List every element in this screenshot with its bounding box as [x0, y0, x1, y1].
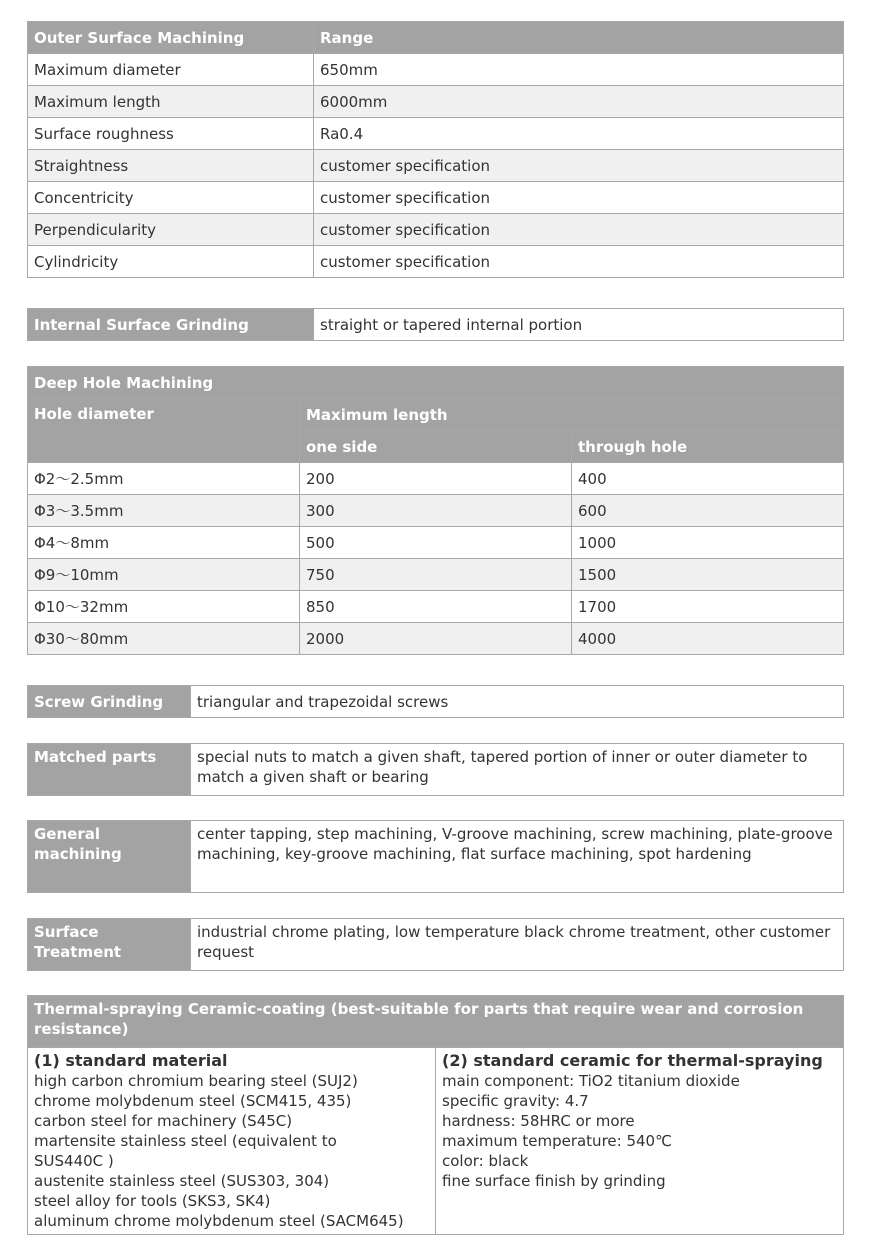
outer-surface-table [27, 21, 844, 278]
outer-row-label: Perpendicularity [28, 214, 314, 246]
outer-row-label: Concentricity [28, 182, 314, 214]
deep-hole-diameter: Φ3〜3.5mm [28, 495, 300, 527]
screw-grinding-value: triangular and trapezoidal screws [191, 686, 844, 718]
material-item: high carbon chromium bearing steel (SUJ2) [34, 1072, 358, 1090]
deep-hole-through: 1000 [572, 527, 844, 559]
internal-grinding-value: straight or tapered internal portion [314, 309, 844, 341]
outer-row-value: 6000mm [314, 86, 844, 118]
material-item: steel alloy for tools (SKS3, SK4) [34, 1192, 271, 1210]
deep-hole-diameter: Φ9〜10mm [28, 559, 300, 591]
surface-treatment-table [27, 918, 844, 971]
deep-hole-one-side: 300 [300, 495, 572, 527]
deep-hole-through: 600 [572, 495, 844, 527]
outer-header-label: Outer Surface Machining [28, 22, 314, 54]
material-item: SUS440C ) [34, 1152, 114, 1170]
material-item: martensite stainless steel (equivalent to [34, 1132, 337, 1150]
outer-row-value: Ra0.4 [314, 118, 844, 150]
internal-grinding-label: Internal Surface Grinding [28, 309, 314, 341]
outer-row-label: Maximum length [28, 86, 314, 118]
deep-hole-diameter: Φ2〜2.5mm [28, 463, 300, 495]
surface-treatment-value: industrial chrome plating, low temperature black chrome treatment, other customer request [191, 919, 844, 971]
deep-hole-table [27, 366, 844, 655]
ceramic-item: specific gravity: 4.7 [442, 1092, 589, 1110]
deep-hole-diameter: Φ10〜32mm [28, 591, 300, 623]
matched-parts-table [27, 743, 844, 796]
outer-row-label: Surface roughness [28, 118, 314, 150]
ceramic-item: hardness: 58HRC or more [442, 1112, 635, 1130]
deep-hole-one-side: 850 [300, 591, 572, 623]
general-machining-value: center tapping, step machining, V-groove machining, screw machining, plate-groove machining, key-groove machining, flat surface machining, spot hardening [191, 821, 844, 893]
general-machining-table [27, 820, 844, 893]
deep-hole-col-through: through hole [572, 431, 844, 463]
deep-hole-through: 400 [572, 463, 844, 495]
ceramic-item: main component: TiO2 titanium dioxide [442, 1072, 740, 1090]
material-item: aluminum chrome molybdenum steel (SACM645) [34, 1212, 404, 1230]
material-item: chrome molybdenum steel (SCM415, 435) [34, 1092, 352, 1110]
deep-hole-one-side: 500 [300, 527, 572, 559]
outer-row-value: customer specification [314, 246, 844, 278]
outer-header-range: Range [314, 22, 844, 54]
matched-parts-value: special nuts to match a given shaft, tapered portion of inner or outer diameter to match a given shaft or bearing [191, 744, 844, 796]
ceramic-item: fine surface finish by grinding [442, 1172, 666, 1190]
outer-row-value: customer specification [314, 182, 844, 214]
ceramic-item: color: black [442, 1152, 529, 1170]
material-item: austenite stainless steel (SUS303, 304) [34, 1172, 330, 1190]
standard-material-cell [28, 1048, 436, 1235]
outer-row-value: customer specification [314, 150, 844, 182]
outer-row-label: Straightness [28, 150, 314, 182]
general-machining-label: General machining [28, 821, 191, 893]
deep-hole-col-diameter: Hole diameter [28, 399, 300, 463]
thermal-spraying-title: Thermal-spraying Ceramic-coating (best-suitable for parts that require wear and corrosion resistance) [28, 996, 844, 1048]
outer-row-label: Cylindricity [28, 246, 314, 278]
surface-treatment-label: Surface Treatment [28, 919, 191, 971]
material-item: carbon steel for machinery (S45C) [34, 1112, 293, 1130]
screw-grinding-label: Screw Grinding [28, 686, 191, 718]
deep-hole-title: Deep Hole Machining [28, 367, 844, 399]
outer-row-label: Maximum diameter [28, 54, 314, 86]
matched-parts-label: Matched parts [28, 744, 191, 796]
deep-hole-through: 1500 [572, 559, 844, 591]
standard-ceramic-title: (2) standard ceramic for thermal-spraying [442, 1051, 823, 1070]
deep-hole-one-side: 2000 [300, 623, 572, 655]
deep-hole-col-max: Maximum length [300, 399, 844, 431]
deep-hole-through: 4000 [572, 623, 844, 655]
thermal-spraying-table [27, 995, 844, 1235]
deep-hole-diameter: Φ30〜80mm [28, 623, 300, 655]
standard-material-title: (1) standard material [34, 1051, 228, 1070]
internal-grinding-table [27, 308, 844, 341]
deep-hole-one-side: 200 [300, 463, 572, 495]
standard-ceramic-cell [436, 1048, 844, 1235]
deep-hole-diameter: Φ4〜8mm [28, 527, 300, 559]
ceramic-item: maximum temperature: 540℃ [442, 1132, 672, 1150]
screw-grinding-table [27, 685, 844, 718]
deep-hole-col-one-side: one side [300, 431, 572, 463]
deep-hole-through: 1700 [572, 591, 844, 623]
deep-hole-one-side: 750 [300, 559, 572, 591]
outer-row-value: 650mm [314, 54, 844, 86]
outer-row-value: customer specification [314, 214, 844, 246]
